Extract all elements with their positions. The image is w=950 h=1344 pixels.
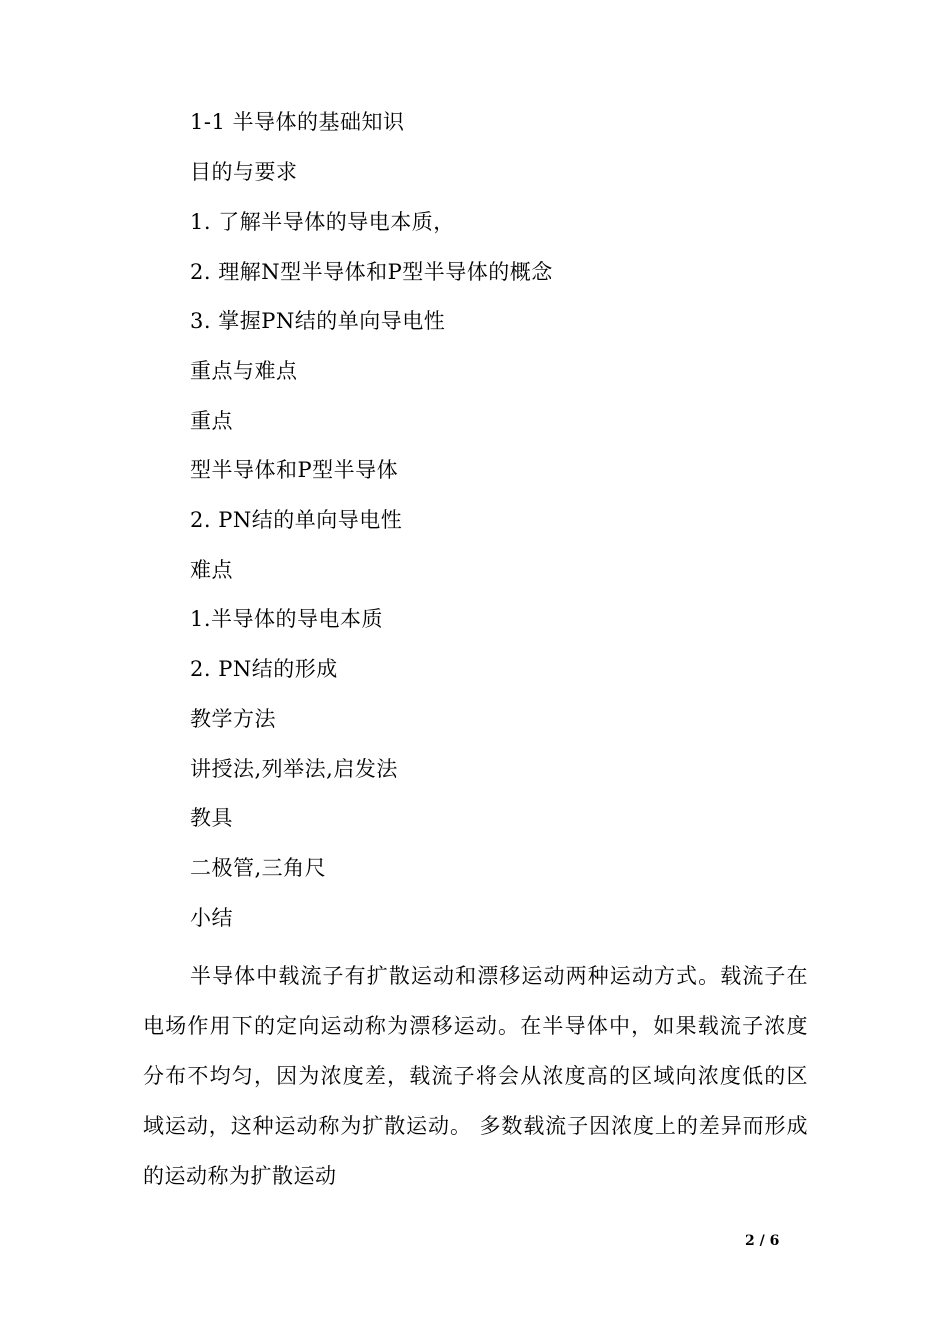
teaching-methods-text: 讲授法,列举法,启发法 — [190, 757, 398, 781]
key-point-item-2: 2. PN结的单向导电性 — [190, 508, 403, 532]
summary-heading: 小结 — [190, 906, 233, 930]
objective-item-2: 2. 理解N型半导体和P型半导体的概念 — [190, 260, 553, 284]
difficult-points-heading: 难点 — [190, 558, 233, 582]
key-point-item-1: 型半导体和P型半导体 — [190, 458, 399, 482]
difficult-point-item-1: 1.半导体的导电本质 — [190, 607, 384, 631]
key-points-heading: 重点 — [190, 409, 233, 433]
teaching-aids-heading: 教具 — [190, 806, 233, 830]
key-difficult-heading: 重点与难点 — [190, 359, 298, 383]
section-heading: 1-1 半导体的基础知识 — [190, 110, 405, 134]
difficult-point-item-2: 2. PN结的形成 — [190, 657, 338, 681]
objective-item-3: 3. 掌握PN结的单向导电性 — [190, 309, 446, 333]
summary-paragraph: 半导体中载流子有扩散运动和漂移运动两种运动方式。载流子在电场作用下的定向运动称为漂移运动。在半导体中，如果载流子浓度分布不均匀，因为浓度差，载流子将会从浓度高的区域向浓度低的区域运动，这种运动称为扩散运动。 多数载流子因浓度上的差异而形成的运动称为扩散运动 — [143, 964, 808, 1188]
page-number: 2 / 6 — [745, 1233, 780, 1249]
teaching-methods-heading: 教学方法 — [190, 707, 276, 731]
objective-item-1: 1. 了解半导体的导电本质， — [190, 210, 455, 234]
objectives-heading: 目的与要求 — [190, 160, 298, 184]
teaching-aids-text: 二极管,三角尺 — [190, 856, 327, 880]
